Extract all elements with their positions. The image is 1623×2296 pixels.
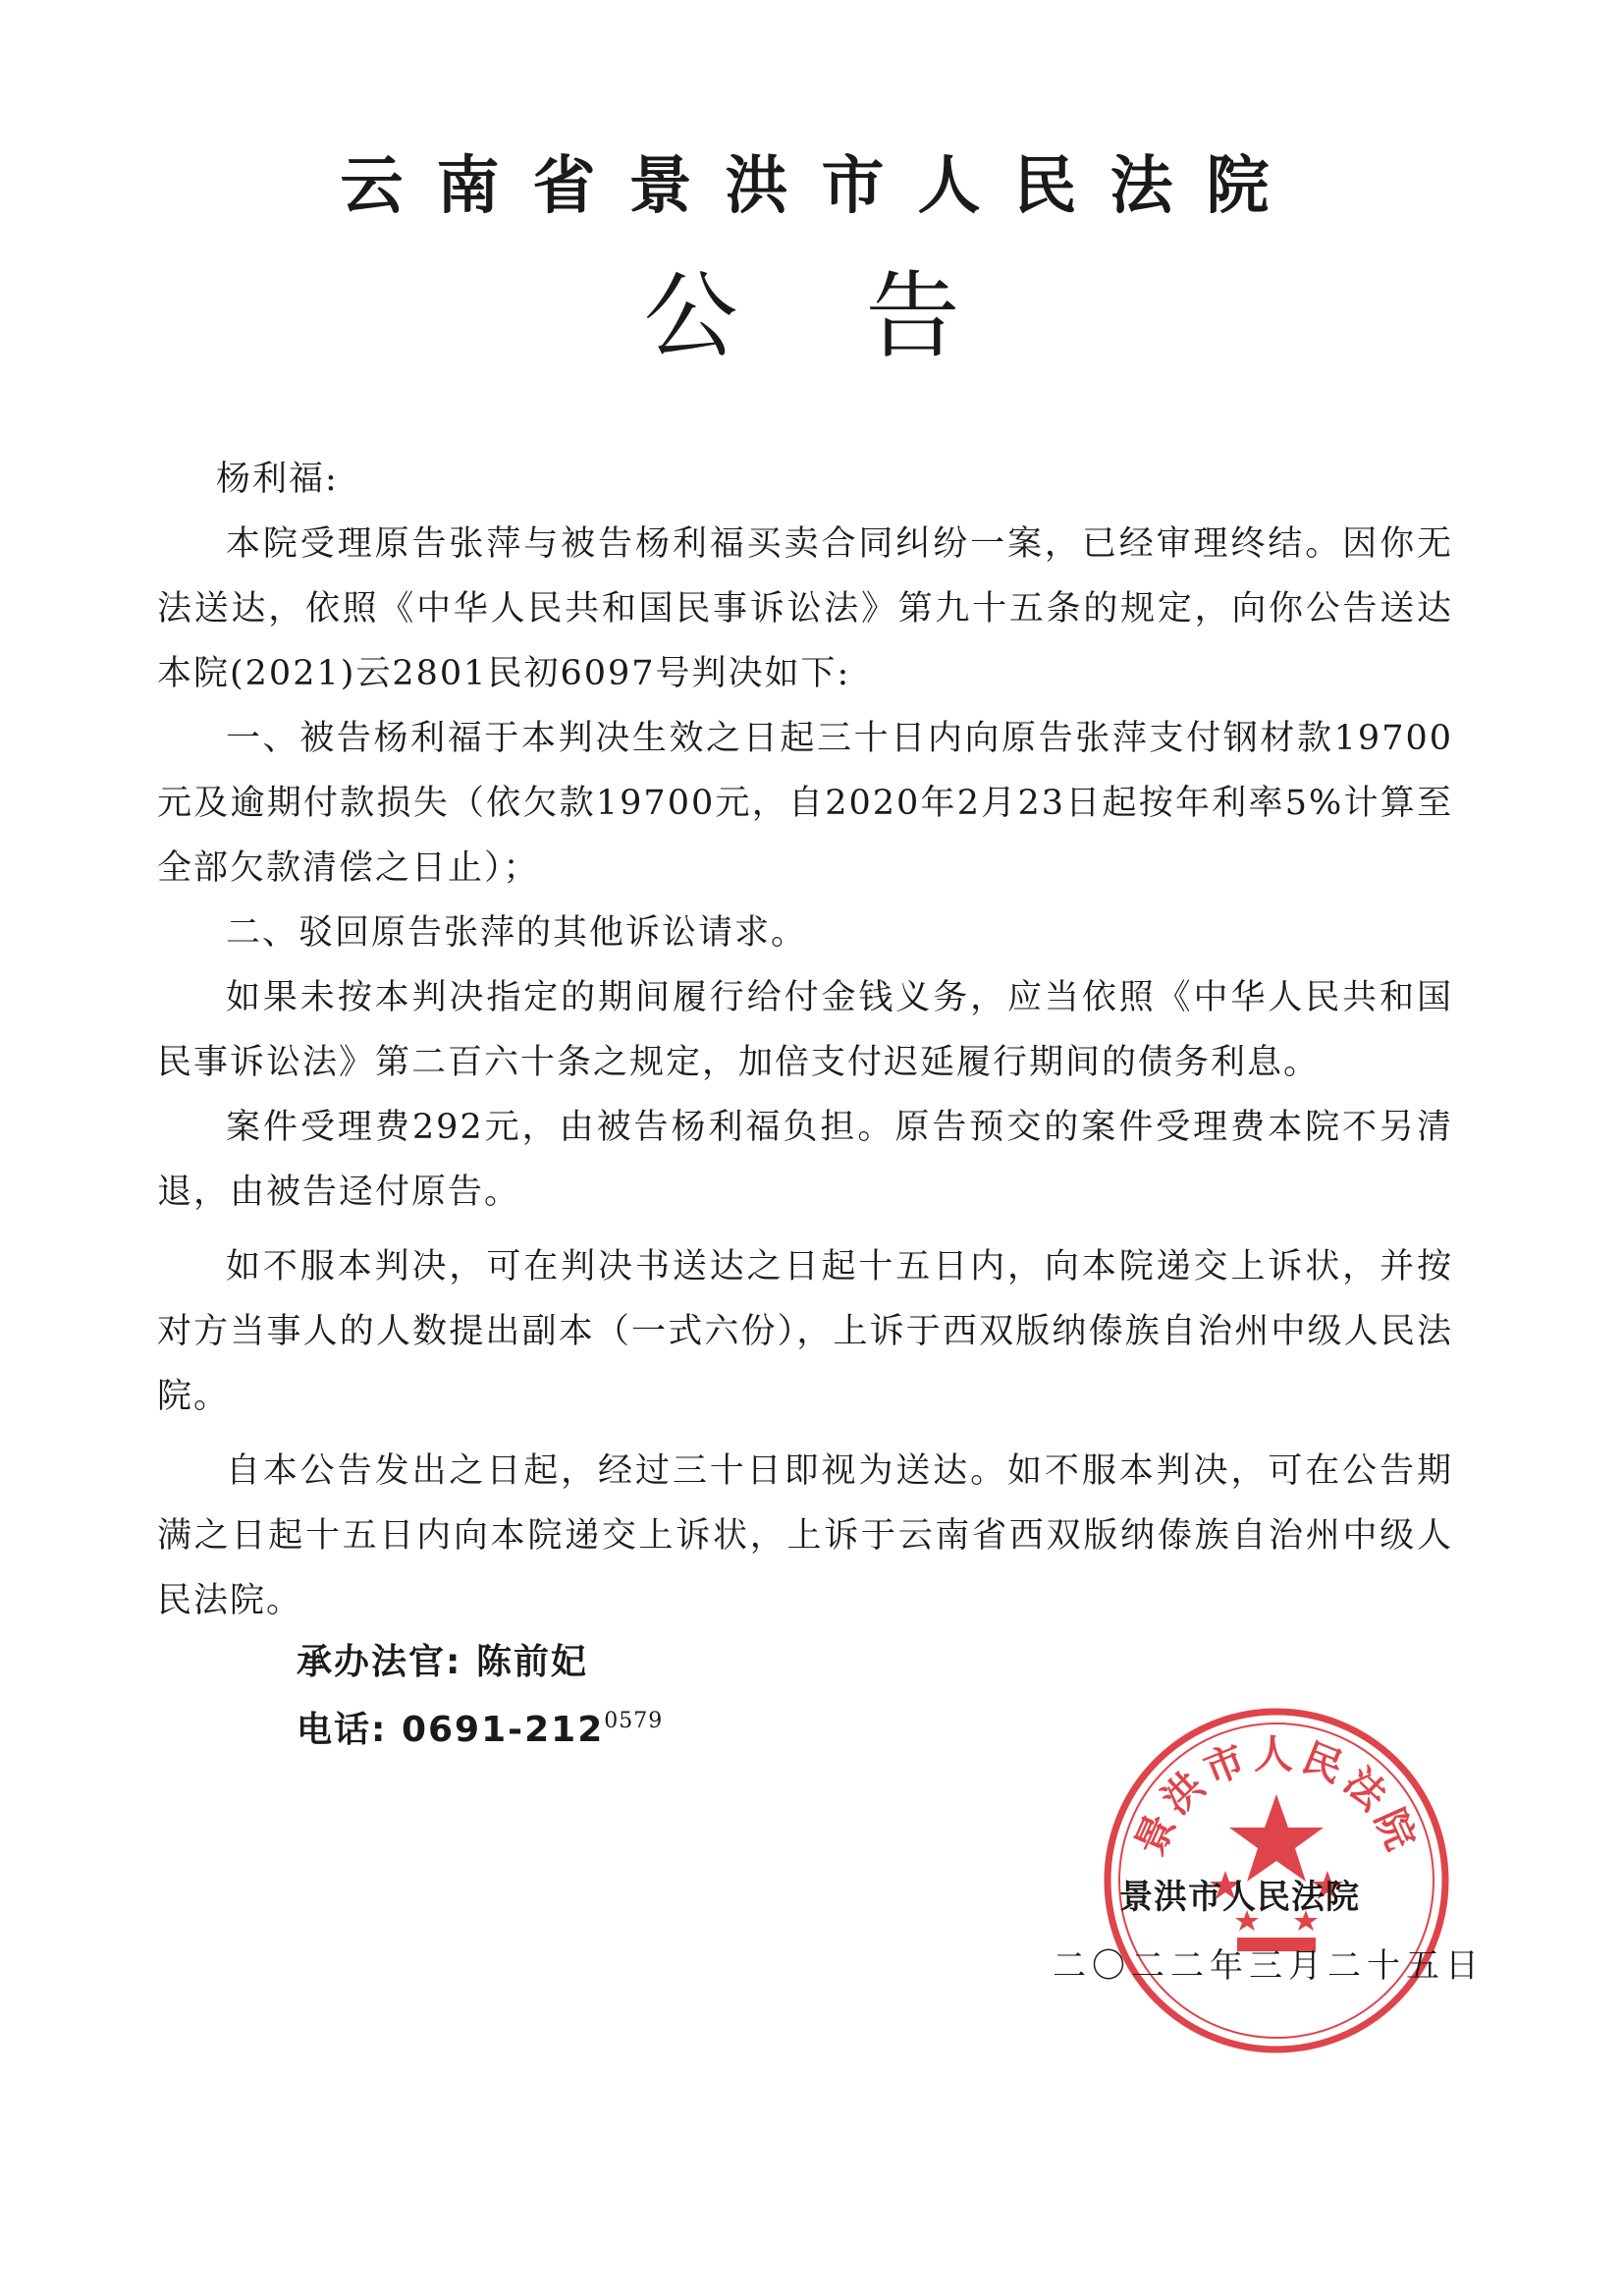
national-emblem-icon xyxy=(1210,1794,1343,1951)
signing-date: 二〇二二年三月二十五日 xyxy=(1053,1946,1485,1986)
paragraph-intro: 本院受理原告张萍与被告杨利福买卖合同纠纷一案，已经审理终结。因你无法送达，依照《中华人民共和国民事诉讼法》第九十五条的规定，向你公告送达本院(2021)云2801民初6097号判决如下: xyxy=(157,524,1453,693)
paragraph-service-notice: 自本公告发出之日起，经过三十日即视为送达。如不服本判决，可在公告期满之日起十五日内向本院递交上诉状，上诉于云南省西双版纳傣族自治州中级人民法院。 xyxy=(157,1451,1453,1620)
judge-name: 陈前妃 xyxy=(475,1642,588,1682)
phone-number-suffix: 0579 xyxy=(604,1709,664,1733)
announcement-body xyxy=(157,447,1453,1633)
phone-label: 电话: xyxy=(297,1710,388,1750)
seal-arc-text: 景洪市人民法院 xyxy=(1127,1732,1426,1863)
paragraph-late-payment: 如果未按本判决指定的期间履行给付金钱义务，应当依照《中华人民共和国民事诉讼法》第二百六十条之规定，加倍支付迟延履行期间的债务利息。 xyxy=(157,978,1453,1082)
judge-line xyxy=(297,1638,588,1687)
judge-label: 承办法官: xyxy=(297,1642,462,1682)
salutation: 杨利福: xyxy=(216,460,339,499)
phone-number-prefix: 0691-212 xyxy=(401,1710,605,1750)
court-name-heading: 云南省景洪市人民法院 xyxy=(340,150,1303,223)
paragraph-case-fee: 案件受理费292元，由被告杨利福负担。原告预交的案件受理费本院不另清退，由被告迳付原告。 xyxy=(157,1108,1453,1212)
phone-line xyxy=(297,1697,663,1755)
paragraph-judgment-item-2: 二、驳回原告张萍的其他诉讼请求。 xyxy=(226,913,808,953)
paragraph-appeal: 如不服本判决，可在判决书送达之日起十五日内，向本院递交上诉状，并按对方当事人的人数提出副本（一式六份），上诉于西双版纳傣族自治州中级人民法院。 xyxy=(157,1247,1453,1416)
signing-court: 景洪市人民法院 xyxy=(1119,1878,1360,1917)
paragraph-judgment-item-1: 一、被告杨利福于本判决生效之日起三十日内向原告张萍支付钢材款19700元及逾期付款损失（依欠款19700元，自2020年2月23日起按年利率5%计算至全部欠款清偿之日止）； xyxy=(157,719,1453,888)
document-type-heading: 公告 xyxy=(643,261,1088,371)
